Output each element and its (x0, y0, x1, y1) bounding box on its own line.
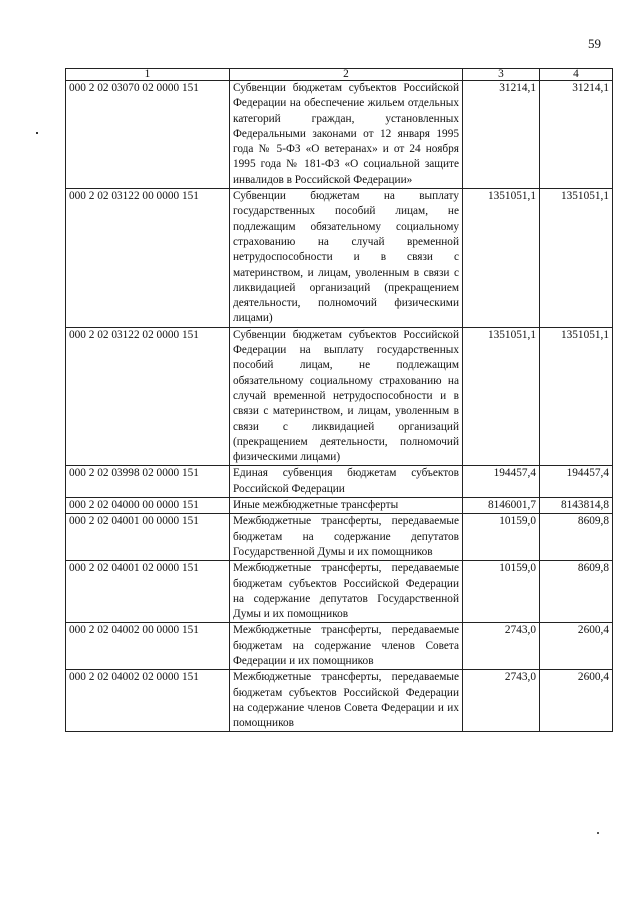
amount-col4: 1351051,1 (540, 189, 613, 328)
amount-col4: 194457,4 (540, 466, 613, 498)
budget-code: 000 2 02 04001 00 0000 151 (66, 514, 230, 561)
column-header-3: 3 (463, 69, 540, 81)
row-description: Межбюджетные трансферты, передаваемые бюджетам субъектов Российской Федерации на содержание депутатов Государственной Думы и их помощников (230, 561, 463, 623)
column-header-1: 1 (66, 69, 230, 81)
table-row (66, 189, 613, 328)
scan-speck (597, 832, 599, 834)
scan-speck (36, 132, 38, 134)
amount-col4: 8609,8 (540, 561, 613, 623)
header-row (66, 69, 613, 81)
amount-col3: 1351051,1 (463, 189, 540, 328)
table-row (66, 514, 613, 561)
row-description: Субвенции бюджетам на выплату государственных пособий лицам, не подлежащим обязательному социальному страхованию на случай временной нетрудоспособности и в связи с материнством, и лицам, уволенным в связи с ликвидацией организаций (прекращением деятельности, полномочий физическими лицами) (230, 189, 463, 328)
column-header-4: 4 (540, 69, 613, 81)
amount-col3: 10159,0 (463, 561, 540, 623)
budget-code: 000 2 02 04002 00 0000 151 (66, 623, 230, 670)
budget-code: 000 2 02 04000 00 0000 151 (66, 498, 230, 514)
amount-col3: 2743,0 (463, 623, 540, 670)
amount-col3: 194457,4 (463, 466, 540, 498)
table-row (66, 670, 613, 732)
row-description: Межбюджетные трансферты, передаваемые бюджетам на содержание депутатов Государственной Думы и их помощников (230, 514, 463, 561)
table-row (66, 498, 613, 514)
row-description: Межбюджетные трансферты, передаваемые бюджетам на содержание членов Совета Федерации и их помощников (230, 623, 463, 670)
budget-code: 000 2 02 03070 02 0000 151 (66, 81, 230, 189)
amount-col3: 1351051,1 (463, 327, 540, 466)
table-row (66, 561, 613, 623)
budget-table (65, 68, 613, 732)
amount-col4: 1351051,1 (540, 327, 613, 466)
amount-col4: 8143814,8 (540, 498, 613, 514)
row-description: Единая субвенция бюджетам субъектов Российской Федерации (230, 466, 463, 498)
amount-col4: 8609,8 (540, 514, 613, 561)
amount-col4: 2600,4 (540, 670, 613, 732)
budget-code: 000 2 02 03122 02 0000 151 (66, 327, 230, 466)
amount-col4: 31214,1 (540, 81, 613, 189)
budget-code: 000 2 02 04002 02 0000 151 (66, 670, 230, 732)
table-row (66, 466, 613, 498)
amount-col4: 2600,4 (540, 623, 613, 670)
table-row (66, 81, 613, 189)
column-header-2: 2 (230, 69, 463, 81)
row-description: Субвенции бюджетам субъектов Российской Федерации на выплату государственных пособий лицам, не подлежащим обязательному социальному страхованию на случай временной нетрудоспособности и в связи с материнством, и лицам, уволенным в связи с ликвидацией организаций (прекращением деятельности, полномочий физическими лицами) (230, 327, 463, 466)
amount-col3: 2743,0 (463, 670, 540, 732)
row-description: Субвенции бюджетам субъектов Российской Федерации на обеспечение жильем отдельных категорий граждан, установленных Федеральными законами от 12 января 1995 года № 5-ФЗ «О ветеранах» и от 24 ноября 1995 года № 181-ФЗ «О социальной защите инвалидов в Российской Федерации» (230, 81, 463, 189)
amount-col3: 10159,0 (463, 514, 540, 561)
row-description: Иные межбюджетные трансферты (230, 498, 463, 514)
amount-col3: 8146001,7 (463, 498, 540, 514)
row-description: Межбюджетные трансферты, передаваемые бюджетам субъектов Российской Федерации на содержание членов Совета Федерации и их помощников (230, 670, 463, 732)
page-number: 59 (588, 36, 601, 51)
budget-code: 000 2 02 03998 02 0000 151 (66, 466, 230, 498)
table-row (66, 327, 613, 466)
budget-code: 000 2 02 03122 00 0000 151 (66, 189, 230, 328)
table-row (66, 623, 613, 670)
budget-code: 000 2 02 04001 02 0000 151 (66, 561, 230, 623)
amount-col3: 31214,1 (463, 81, 540, 189)
